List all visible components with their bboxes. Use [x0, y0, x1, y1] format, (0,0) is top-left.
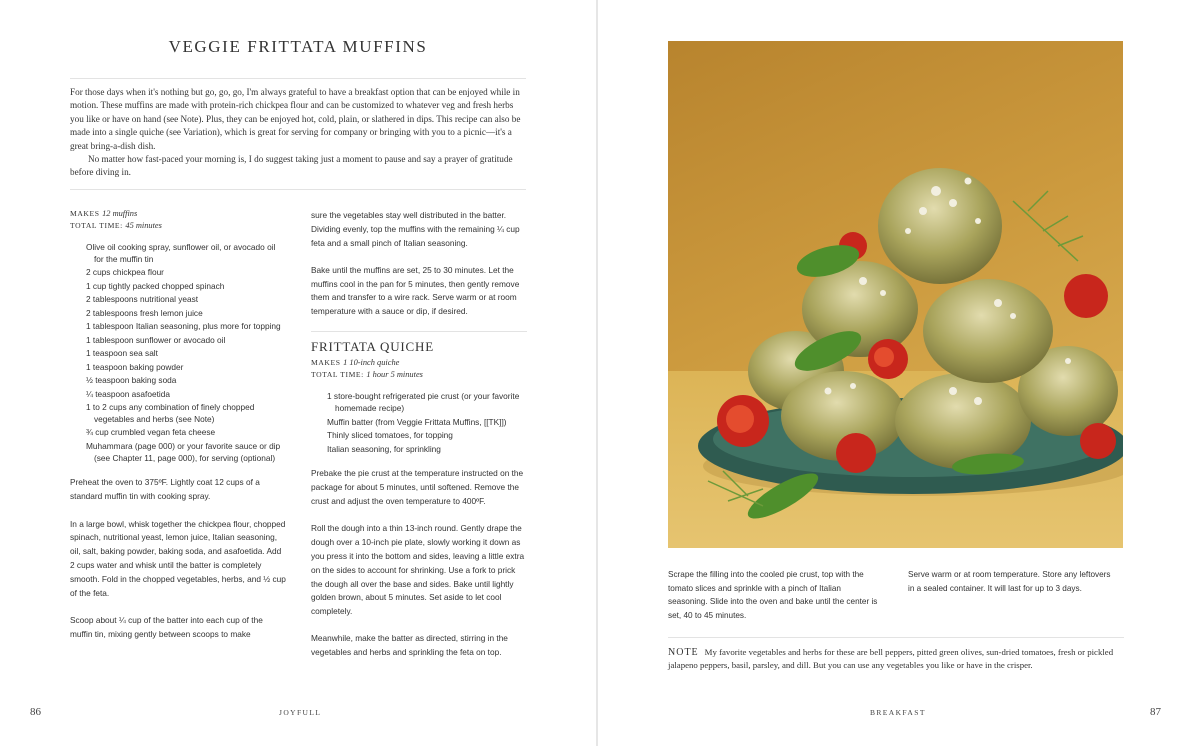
variation-title: FRITTATA QUICHE [311, 338, 434, 354]
instruction-step: Serve warm or at room temperature. Store any leftovers in a sealed container. It will last for up to 3 days. [908, 570, 1111, 593]
recipe-title: VEGGIE FRITTATA MUFFINS [168, 37, 428, 56]
ingredient-item: ¼ teaspoon asafoetida [86, 388, 170, 399]
right-page [598, 0, 1194, 746]
intro-paragraph: For those days when it's nothing but go, go, go, I'm always grateful to have a breakfast option that can be enjoyed while in motion. These muffins are made with protein-rich chickpea flour and can be customized to whatever veg and fresh herbs you like or have on hand (see Note). Plus, they can be enjoyed hot, cold, plain, or slathered in dips. This recipe can also be made into a single quiche (see Variation), which is great for serving for company or bringing with you to a picnic—it's a great bring-a-dish dish. [70, 87, 521, 151]
yield-value: 12 muffins [102, 209, 138, 218]
yield-value: 1 10-inch quiche [343, 358, 400, 368]
total-time [70, 220, 286, 232]
ingredient-item: 2 cups chickpea flour [86, 267, 164, 278]
variation-total-time [311, 369, 527, 381]
instruction-step: Scrape the filling into the cooled pie crust, top with the tomato slices and sprinkle with a pinch of Italian seasoning. Slide into the oven and bake until the center is set, 40 to 45 minutes. [668, 570, 878, 620]
instruction-step: Scoop about ¼ cup of the batter into each cup of the muffin tin, mixing gently between scoops to make [70, 614, 263, 639]
ingredient-list [86, 242, 286, 464]
ingredient-item: 1 tablespoon sunflower or avocado oil [86, 334, 226, 345]
intro-paragraph: No matter how fast-paced your morning is, I do suggest taking just a moment to pause and say a prayer of gratitude before diving in. [70, 154, 513, 178]
ingredient-item: 1 teaspoon sea salt [86, 348, 158, 359]
ingredient-item: 1 store-bought refrigerated pie crust (or your favorite homemade recipe) [327, 391, 520, 414]
note-text: My favorite vegetables and herbs for these are bell peppers, pitted green olives, sun-dried tomatoes, fresh or pickled jalapeno peppers, basil, parsley, and dill. But you can use any vegetables you like or have in the crisper. [668, 647, 1114, 670]
recipe-intro [70, 86, 526, 180]
time-label: TOTAL TIME: [70, 221, 123, 230]
ingredient-item: Muffin batter (from Veggie Frittata Muffins, [[TK]]) [327, 416, 507, 427]
ingredient-item: 1 teaspoon baking powder [86, 361, 184, 372]
right-column [311, 209, 527, 673]
time-value: 45 minutes [125, 221, 162, 230]
instruction-step: Prebake the pie crust at the temperature instructed on the package for about 5 minutes, until softened. Remove the crust and adjust the oven temperature to 400ºF. [311, 468, 524, 507]
yield-label: MAKES [70, 209, 100, 218]
ingredient-item: ½ teaspoon baking soda [86, 375, 177, 386]
left-column [70, 208, 286, 655]
instruction-step: Bake until the muffins are set, 25 to 30 minutes. Let the muffins cool in the pan for 5 minutes, then gently remove them and transfer to a wire rack. Serve warm or at room temperature with a sauce or dip, if desired. [311, 264, 520, 317]
running-head: JOYFULL [279, 708, 322, 717]
divider [668, 637, 1124, 638]
ingredient-item: 2 tablespoons nutritional yeast [86, 294, 199, 305]
instruction-step: Preheat the oven to 375ºF. Lightly coat 12 cups of a standard muffin tin with cooking spray. [70, 477, 260, 502]
ingredient-item: ¾ cup crumbled vegan feta cheese [86, 427, 216, 438]
right-column-left [668, 568, 880, 636]
variation-yield [311, 357, 527, 369]
left-page [0, 0, 596, 746]
ingredient-item: 1 tablespoon Italian seasoning, plus more for topping [86, 321, 281, 332]
ingredient-item: Italian seasoning, for sprinkling [327, 443, 441, 454]
yield-label: MAKES [311, 358, 341, 368]
ingredient-item: Muhammara (page 000) or your favorite sauce or dip (see Chapter 11, page 000), for serving (optional) [86, 440, 281, 463]
note-label: NOTE [668, 647, 699, 658]
instruction-step: In a large bowl, whisk together the chickpea flour, chopped spinach, nutritional yeast, lemon juice, Italian seasoning, oil, salt, baking powder, baking soda, and asafoetida. Add 2 cups water and whisk until the batter is completely smooth. Fold in the chopped vegetables, herbs, and ½ cup of the feta. [70, 518, 286, 598]
page-number: 86 [30, 706, 41, 718]
ingredient-item: 1 cup tightly packed chopped spinach [86, 280, 225, 291]
instruction-step: Meanwhile, make the batter as directed, stirring in the vegetables and herbs and sprinkling the feta on top. [311, 633, 508, 658]
yield [70, 208, 286, 220]
ingredient-item: Thinly sliced tomatoes, for topping [327, 430, 453, 441]
food-photo [668, 41, 1123, 548]
divider [70, 78, 526, 79]
ingredient-item: 2 tablespoons fresh lemon juice [86, 307, 203, 318]
ingredient-item: Olive oil cooking spray, sunflower oil, or avocado oil for the muffin tin [86, 242, 276, 264]
instruction-step: sure the vegetables stay well distributed in the batter. Dividing evenly, top the muffins with the remaining ¼ cup feta and a small pinch of Italian seasoning. [311, 210, 520, 248]
divider [311, 331, 527, 332]
recipe-note [668, 646, 1124, 672]
right-column-right [908, 568, 1113, 609]
time-label: TOTAL TIME: [311, 370, 364, 380]
variation-ingredient-list [327, 391, 523, 455]
time-value: 1 hour 5 minutes [366, 370, 423, 380]
instruction-step: Roll the dough into a thin 13-inch round. Gently drape the dough over a 10-inch pie plate, slowly working it down as you press it into the bottom and sides, leaving a little extra on the sides to account for shrinking. Use a fork to prick the dough all over the base and sides. Bake until lightly golden brown, about 5 minutes. Set aside to let cool completely. [311, 523, 525, 617]
divider [70, 189, 526, 190]
running-head: BREAKFAST [870, 708, 926, 717]
ingredient-item: 1 to 2 cups any combination of finely chopped vegetables and herbs (see Note) [86, 402, 255, 424]
page-number: 87 [1150, 706, 1161, 718]
